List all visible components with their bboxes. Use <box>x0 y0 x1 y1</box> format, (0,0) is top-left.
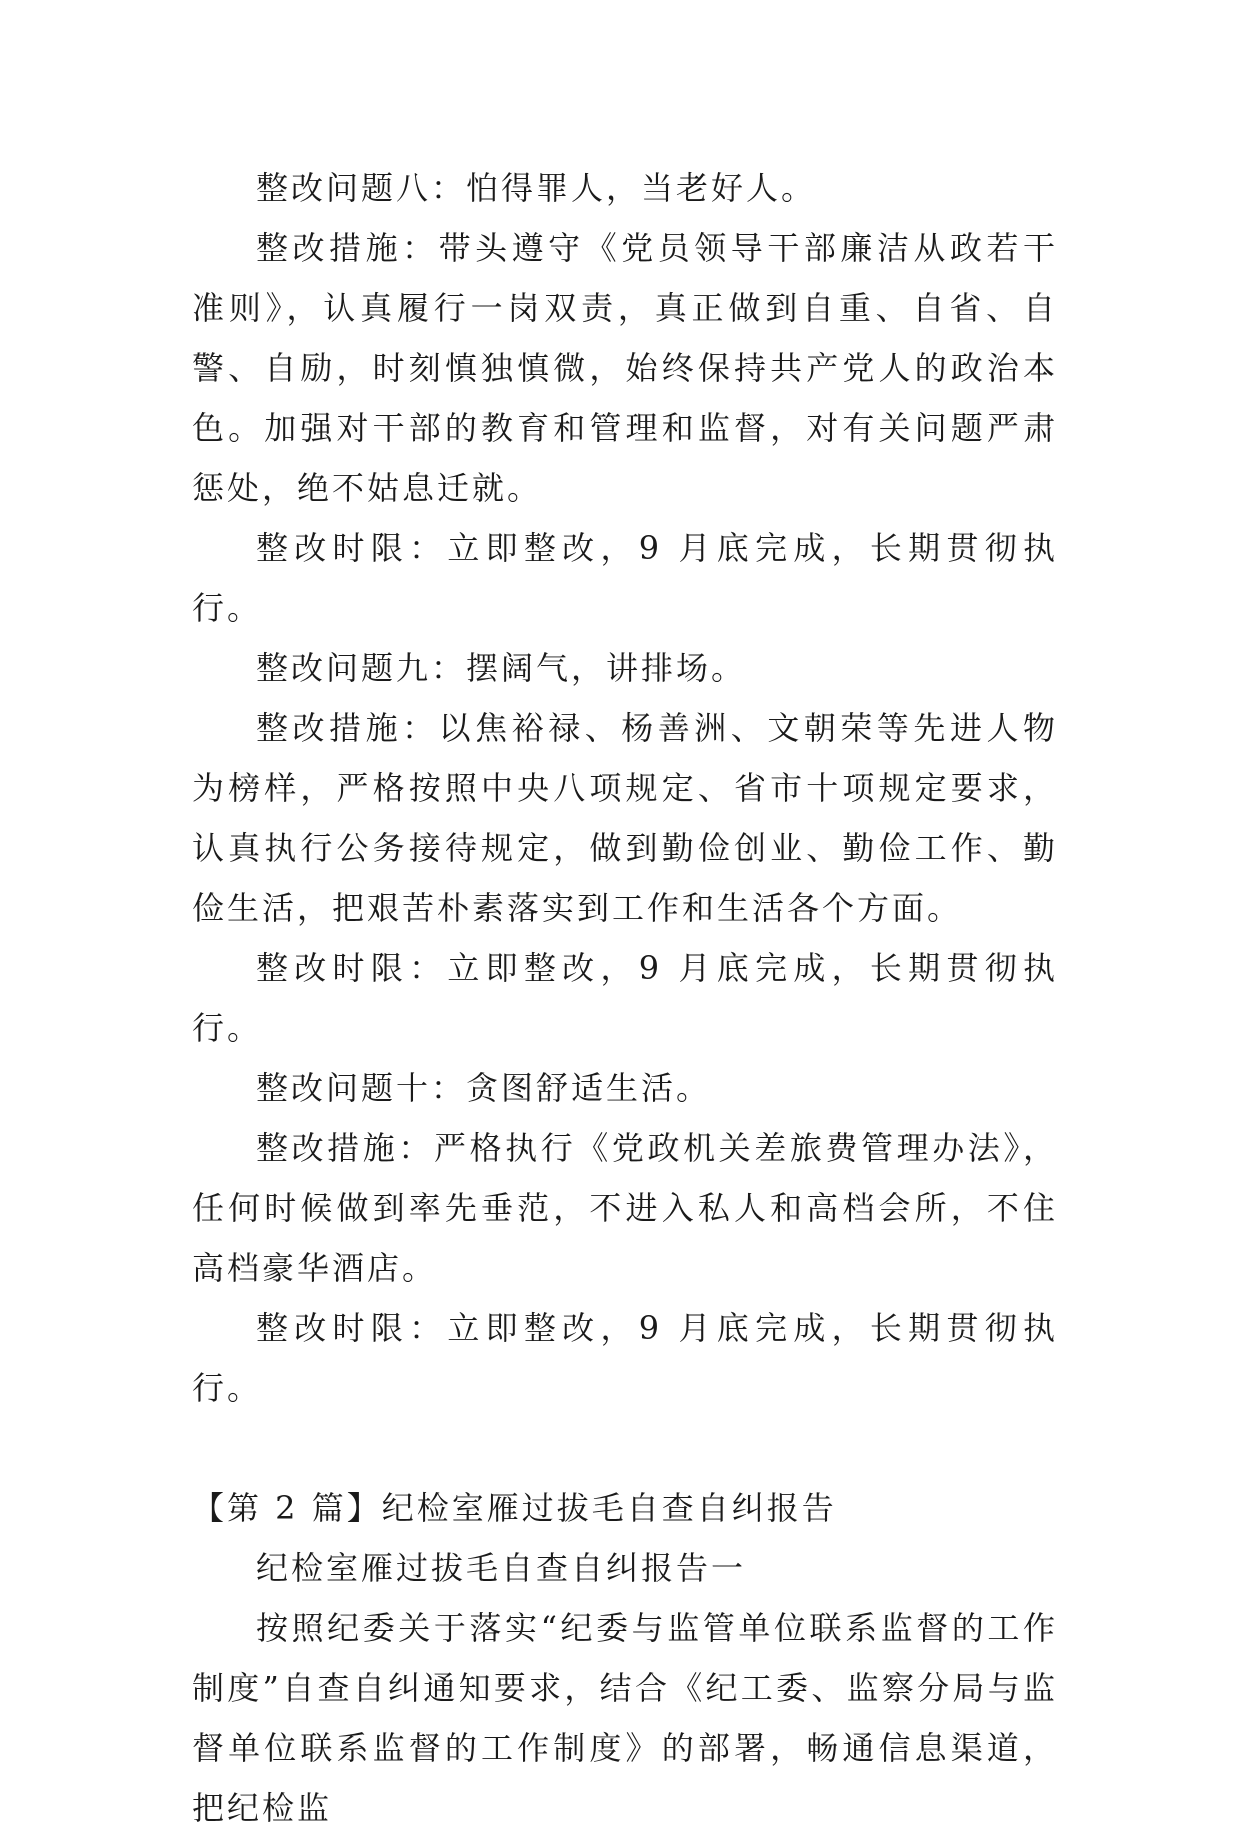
rectification-measures-10: 整改措施：严格执行《党政机关差旅费管理办法》，任何时候做到率先垂范，不进入私人和高档会所，不住高档豪华酒店。 <box>192 1129 1058 1287</box>
rectification-deadline-9: 整改时限：立即整改，9 月底完成，长期贯彻执行。 <box>192 949 1058 1047</box>
rectification-deadline-10: 整改时限：立即整改，9 月底完成，长期贯彻执行。 <box>192 1309 1058 1407</box>
rectification-issue-9: 整改问题九：摆阔气，讲排场。 <box>256 649 747 687</box>
report-subtitle: 纪检室雁过拔毛自查自纠报告一 <box>256 1549 747 1587</box>
rectification-measures-9: 整改措施：以焦裕禄、杨善洲、文朝荣等先进人物为榜样，严格按照中央八项规定、省市十项规定要求，认真执行公务接待规定，做到勤俭创业、勤俭工作、勤俭生活，把艰苦朴素落实到工作和生活各个方面。 <box>192 709 1058 927</box>
section-spacer <box>192 1418 1058 1478</box>
rectification-issue-8: 整改问题八：怕得罪人，当老好人。 <box>256 169 817 207</box>
rectification-deadline-8: 整改时限：立即整改，9 月底完成，长期贯彻执行。 <box>192 529 1058 627</box>
document-body <box>192 158 1058 1838</box>
report-intro-paragraph: 按照纪委关于落实“纪委与监管单位联系监督的工作制度”自查自纠通知要求，结合《纪工委、监察分局与监督单位联系监督的工作制度》的部署，畅通信息渠道，把纪检监 <box>192 1609 1058 1827</box>
section-heading: 【第 2 篇】纪检室雁过拔毛自查自纠报告 <box>192 1489 837 1527</box>
rectification-measures-8: 整改措施：带头遵守《党员领导干部廉洁从政若干准则》，认真履行一岗双责，真正做到自重、自省、自警、自励，时刻慎独慎微，始终保持共产党人的政治本色。加强对干部的教育和管理和监督，对有关问题严肃惩处，绝不姑息迁就。 <box>192 229 1058 507</box>
rectification-issue-10: 整改问题十：贪图舒适生活。 <box>256 1069 712 1107</box>
